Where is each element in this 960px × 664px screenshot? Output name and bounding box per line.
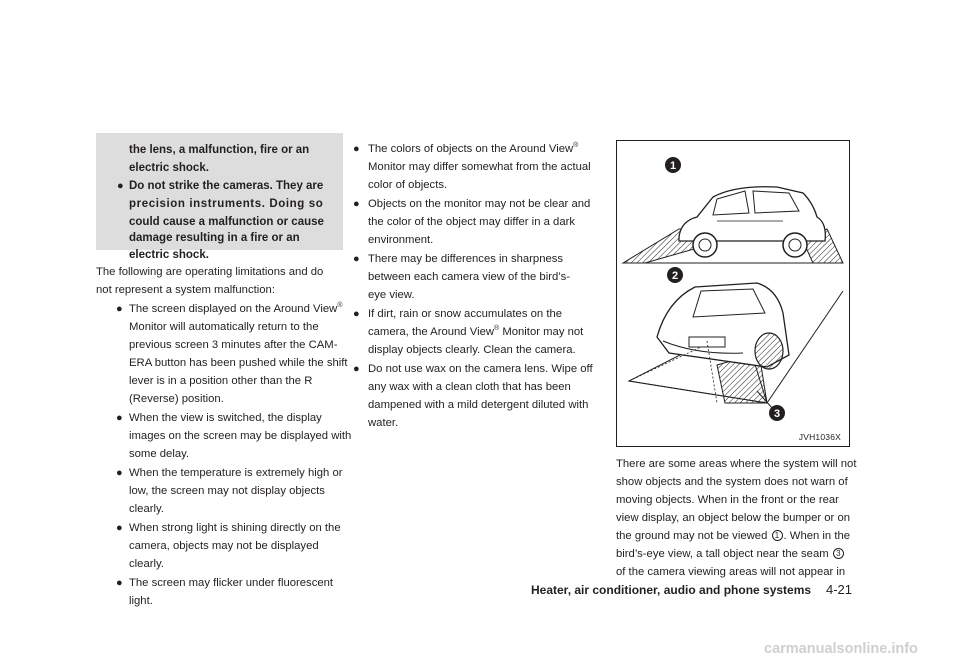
bullet-text: (Reverse) position.: [129, 393, 224, 405]
bullet-text: Objects on the monitor may not be clear and: [368, 198, 591, 210]
bullet-text: some delay.: [129, 448, 190, 460]
intro-line: The following are operating limitations and do: [96, 266, 324, 278]
bullet-text: images on the screen may be displayed with: [129, 430, 352, 442]
bullet-mark: ●: [116, 303, 123, 315]
bullet-text: clearly.: [129, 503, 164, 515]
bullet-mark: ●: [353, 143, 360, 155]
body-line: of the camera viewing areas will not appear in: [616, 566, 846, 578]
bullet-text: Do not use wax on the camera lens. Wipe off: [368, 363, 593, 375]
warning-line: damage resulting in a fire or an: [129, 232, 300, 244]
bullet-text: previous screen 3 minutes after the CAM-: [129, 339, 338, 351]
bullet-text: lever is in a position other than the R: [129, 375, 313, 387]
bullet-text: When the view is switched, the display: [129, 412, 322, 424]
bullet-text: low, the screen may not display objects: [129, 485, 325, 497]
bullet-text: between each camera view of the bird’s-: [368, 271, 570, 283]
bullet-mark: ●: [116, 467, 123, 479]
bullet-text: Monitor may differ somewhat from the actual: [368, 161, 591, 173]
svg-text:1: 1: [669, 160, 677, 172]
registered-mark: ®: [337, 302, 343, 309]
body-line: There are some areas where the system will not: [616, 458, 857, 470]
warning-line: Do not strike the cameras. They are: [129, 180, 324, 192]
warning-line: electric shock.: [129, 249, 209, 261]
warning-line: precision instruments. Doing so: [129, 198, 324, 210]
registered-mark: ®: [494, 325, 500, 332]
body-line: show objects and the system does not warn of: [616, 476, 848, 488]
bullet-text: clearly.: [129, 558, 164, 570]
bullet-text: water.: [368, 417, 399, 429]
bullet-text: If dirt, rain or snow accumulates on the: [368, 308, 563, 320]
bullet-mark: ●: [353, 198, 360, 210]
bullet-text: display objects clearly. Clean the camera.: [368, 344, 576, 356]
bullet-mark: ●: [116, 577, 123, 589]
page-number: 4-21: [826, 582, 853, 597]
body-line: bird’s-eye view, a tall object near the seam 3: [616, 545, 845, 563]
callout-3-marker: [757, 391, 785, 421]
bullet-text: The screen displayed on the Around View®: [129, 302, 343, 315]
side-view-car: [623, 187, 843, 263]
bullet-mark: ●: [353, 253, 360, 265]
bullet-text: dampened with a mild detergent diluted with: [368, 399, 589, 411]
warning-line: could cause a malfunction or cause: [129, 216, 324, 228]
svg-text:2: 2: [671, 270, 679, 282]
bullet-mark: ●: [353, 308, 360, 320]
bullet-text: color of objects.: [368, 179, 448, 191]
bullet-mark: ●: [116, 412, 123, 424]
bullet-text: Monitor will automatically return to the: [129, 321, 319, 333]
warning-line: electric shock.: [129, 162, 209, 174]
bullet-mark: ●: [117, 180, 124, 192]
bullet-mark: ●: [116, 522, 123, 534]
birds-eye-view-car: [629, 283, 843, 403]
bullet-text: the color of the object may differ in a dark: [368, 216, 576, 228]
bullet-text: eye view.: [368, 289, 415, 301]
registered-mark: ®: [573, 142, 579, 149]
bullet-text: light.: [129, 595, 153, 607]
bullet-text: There may be differences in sharpness: [368, 253, 564, 265]
bullet-text: camera, objects may not be displayed: [129, 540, 319, 552]
callout-2-marker: [667, 267, 683, 283]
callout-1-marker: [665, 157, 681, 173]
bullet-text: When the temperature is extremely high or: [129, 467, 343, 479]
bullet-text: ERA button has been pushed while the shift: [129, 357, 348, 369]
body-line: the ground may not be viewed 1 . When in the: [616, 530, 851, 542]
bullet-text: environment.: [368, 234, 434, 246]
bullet-text: The screen may flicker under fluorescent: [129, 577, 334, 589]
watermark: carmanualsonline.info: [764, 641, 918, 657]
bullet-text: camera, the Around View® Monitor may not: [368, 325, 584, 338]
body-line: view display, an object below the bumper or on: [616, 512, 851, 524]
intro-line: not represent a system malfunction:: [96, 284, 275, 296]
reference-1-marker: 1: [772, 530, 783, 541]
camera-view-figure: [616, 140, 850, 447]
svg-text:3: 3: [773, 408, 781, 420]
bullet-mark: ●: [353, 363, 360, 375]
body-line: moving objects. When in the front or the rear: [616, 494, 839, 506]
figure-code: JVH1036X: [798, 432, 841, 442]
bullet-text: The colors of objects on the Around View®: [368, 142, 579, 155]
bullet-text: When strong light is shining directly on the: [129, 522, 341, 534]
reference-3-marker: 3: [833, 548, 844, 559]
camera-coverage-illustration: [617, 141, 849, 446]
bullet-text: any wax with a clean cloth that has been: [368, 381, 571, 393]
warning-line: the lens, a malfunction, fire or an: [129, 144, 310, 156]
footer-section-title: Heater, air conditioner, audio and phone systems: [531, 583, 812, 597]
